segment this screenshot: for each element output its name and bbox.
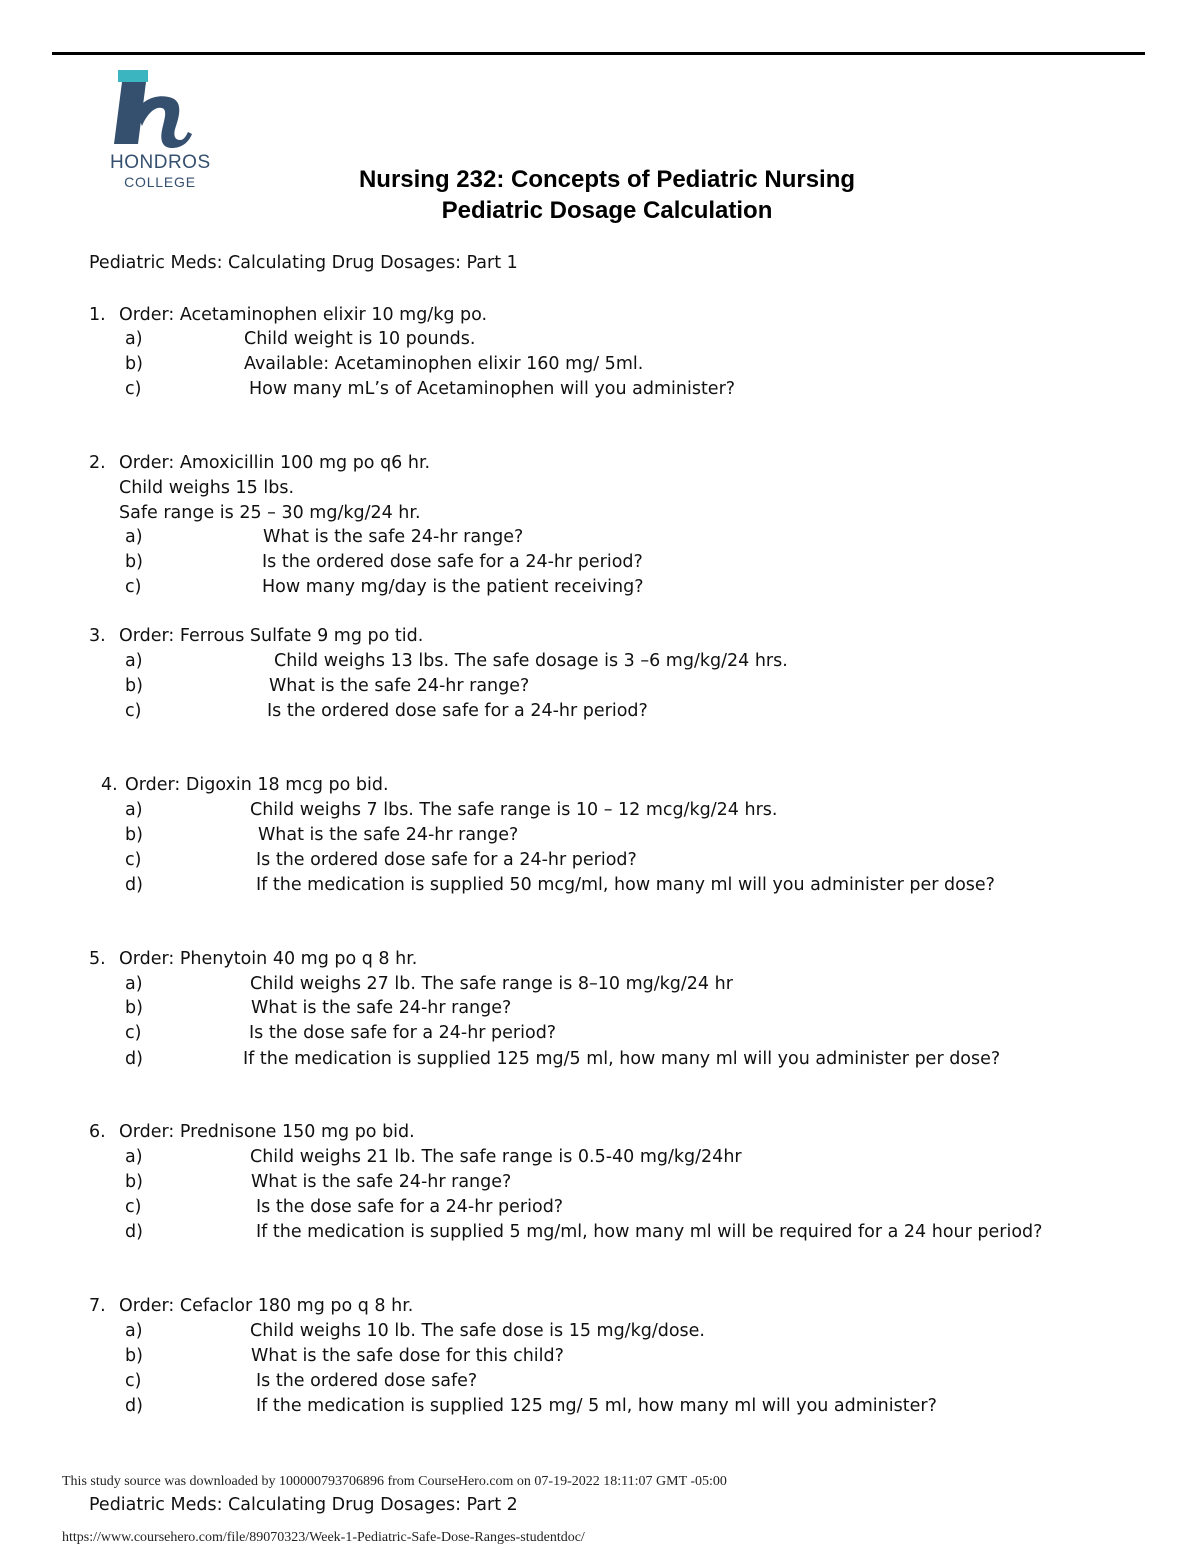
- item-label: b): [125, 1346, 143, 1366]
- item-label: b): [125, 676, 143, 696]
- item-text: If the medication is supplied 125 mg/5 ml, how many ml will you administer per dose?: [243, 1049, 1001, 1069]
- item-text: What is the safe 24-hr range?: [251, 1172, 512, 1192]
- item-label: c): [125, 1023, 142, 1043]
- item-text: What is the safe 24-hr range?: [263, 527, 524, 547]
- question-order: Order: Digoxin 18 mcg po bid.: [125, 775, 389, 795]
- item-text: What is the safe dose for this child?: [251, 1346, 564, 1366]
- item-label: d): [125, 1396, 143, 1416]
- question-number: 6.: [89, 1122, 106, 1142]
- question-order: Order: Cefaclor 180 mg po q 8 hr.: [119, 1296, 414, 1316]
- question-detail: Child weighs 15 lbs.: [119, 478, 295, 498]
- document-subtitle: Pediatric Dosage Calculation: [441, 197, 773, 224]
- logo-sub: COLLEGE: [124, 174, 196, 190]
- item-text: How many mL’s of Acetaminophen will you administer?: [249, 379, 736, 399]
- item-label: b): [125, 1172, 143, 1192]
- item-text: Is the ordered dose safe for a 24-hr period?: [262, 552, 643, 572]
- item-label: a): [125, 974, 143, 994]
- question-number: 3.: [89, 626, 106, 646]
- item-text: Child weighs 7 lbs. The safe range is 10 – 12 mcg/kg/24 hrs.: [250, 800, 778, 820]
- item-label: a): [125, 329, 143, 349]
- item-text: Available: Acetaminophen elixir 160 mg/ 5ml.: [244, 354, 644, 374]
- question-order: Order: Amoxicillin 100 mg po q6 hr.: [119, 453, 431, 473]
- question-number: 4.: [101, 775, 118, 795]
- h-logo-icon: [110, 68, 210, 150]
- top-horizontal-rule: [52, 52, 1145, 55]
- download-note: This study source was downloaded by 100000793706896 from CourseHero.com on 07-19-2022 18:11:07 GMT -05:00: [62, 1474, 727, 1489]
- question-order: Order: Phenytoin 40 mg po q 8 hr.: [119, 949, 418, 969]
- item-text: What is the safe 24-hr range?: [269, 676, 530, 696]
- item-label: c): [125, 1197, 142, 1217]
- item-label: b): [125, 825, 143, 845]
- logo-name: HONDROS: [110, 152, 211, 173]
- item-label: b): [125, 998, 143, 1018]
- item-label: d): [125, 1222, 143, 1242]
- item-text: What is the safe 24-hr range?: [251, 998, 512, 1018]
- part2-heading: Pediatric Meds: Calculating Drug Dosages: Part 2: [89, 1495, 518, 1515]
- question-number: 1.: [89, 305, 106, 325]
- item-label: d): [125, 1049, 143, 1069]
- item-text: If the medication is supplied 5 mg/ml, how many ml will be required for a 24 hour period?: [256, 1222, 1043, 1242]
- item-text: Child weight is 10 pounds.: [244, 329, 476, 349]
- source-url-link[interactable]: https://www.coursehero.com/file/89070323/Week-1-Pediatric-Safe-Dose-Ranges-studentdoc/: [62, 1530, 585, 1545]
- item-label: a): [125, 800, 143, 820]
- document-title: Nursing 232: Concepts of Pediatric Nursing: [358, 166, 856, 193]
- question-order: Order: Ferrous Sulfate 9 mg po tid.: [119, 626, 424, 646]
- question-order: Order: Prednisone 150 mg po bid.: [119, 1122, 415, 1142]
- question-number: 2.: [89, 453, 106, 473]
- question-order: Order: Acetaminophen elixir 10 mg/kg po.: [119, 305, 488, 325]
- item-label: a): [125, 1147, 143, 1167]
- item-text: Child weighs 21 lb. The safe range is 0.5-40 mg/kg/24hr: [250, 1147, 742, 1167]
- item-text: What is the safe 24-hr range?: [258, 825, 519, 845]
- item-label: d): [125, 875, 143, 895]
- item-text: If the medication is supplied 50 mcg/ml, how many ml will you administer per dose?: [256, 875, 995, 895]
- item-text: Child weighs 13 lbs. The safe dosage is 3 –6 mg/kg/24 hrs.: [274, 651, 788, 671]
- item-text: If the medication is supplied 125 mg/ 5 ml, how many ml will you administer?: [256, 1396, 937, 1416]
- item-label: a): [125, 527, 143, 547]
- item-label: c): [125, 379, 142, 399]
- item-text: How many mg/day is the patient receiving?: [262, 577, 644, 597]
- question-number: 7.: [89, 1296, 106, 1316]
- item-label: c): [125, 850, 142, 870]
- question-detail: Safe range is 25 – 30 mg/kg/24 hr.: [119, 503, 421, 523]
- item-label: a): [125, 1321, 143, 1341]
- item-text: Child weighs 27 lb. The safe range is 8–10 mg/kg/24 hr: [250, 974, 733, 994]
- part1-heading: Pediatric Meds: Calculating Drug Dosages: Part 1: [89, 253, 518, 273]
- item-text: Is the ordered dose safe for a 24-hr period?: [267, 701, 648, 721]
- item-text: Is the ordered dose safe?: [256, 1371, 478, 1391]
- item-label: c): [125, 1371, 142, 1391]
- item-text: Is the ordered dose safe for a 24-hr period?: [256, 850, 637, 870]
- question-number: 5.: [89, 949, 106, 969]
- item-text: Is the dose safe for a 24-hr period?: [249, 1023, 557, 1043]
- item-label: b): [125, 354, 143, 374]
- item-text: Child weighs 10 lb. The safe dose is 15 mg/kg/dose.: [250, 1321, 705, 1341]
- item-label: b): [125, 552, 143, 572]
- item-label: c): [125, 577, 142, 597]
- item-label: c): [125, 701, 142, 721]
- item-text: Is the dose safe for a 24-hr period?: [256, 1197, 564, 1217]
- item-label: a): [125, 651, 143, 671]
